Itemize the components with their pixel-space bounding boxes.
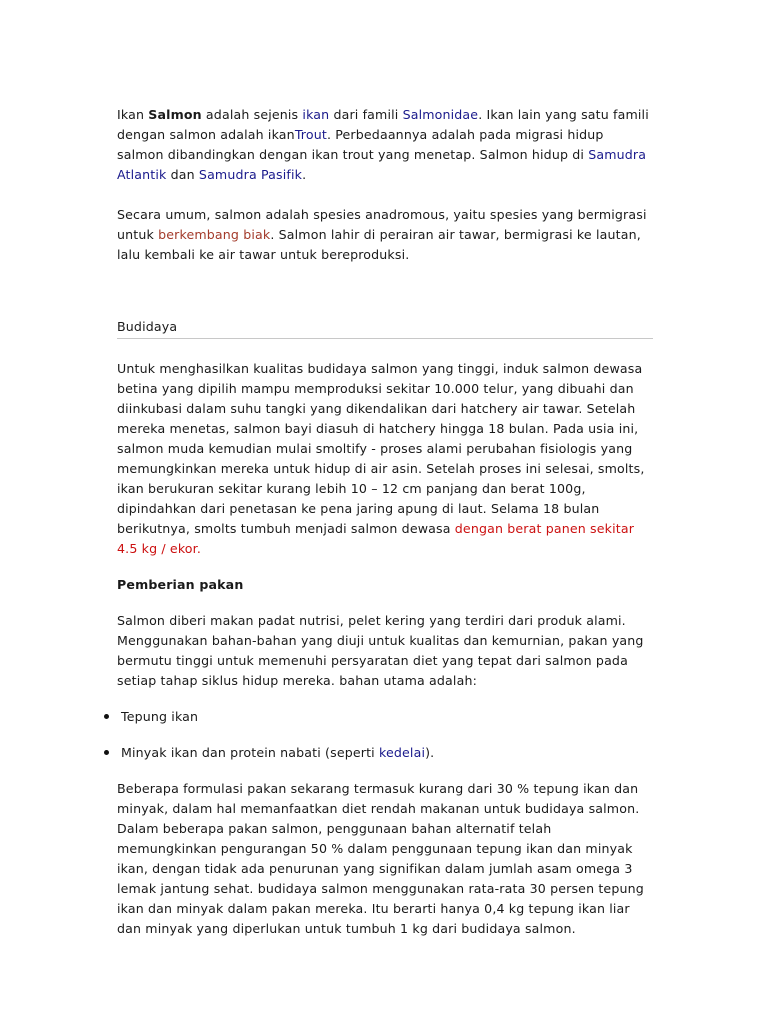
harvest-weight-note: dengan berat panen sekitar 4.5 kg / ekor. xyxy=(117,521,635,556)
section-heading-budidaya: Budidaya xyxy=(117,317,653,339)
ingredients-list xyxy=(117,707,653,763)
link-samudra-pasifik[interactable]: Samudra Pasifik xyxy=(198,167,303,182)
link-berkembang-biak[interactable]: berkembang biak xyxy=(158,227,271,242)
text: Untuk menghasilkan kualitas budidaya salmon yang tinggi, induk salmon dewasa betina yang dipilih mampu memproduksi sekitar 10.000 telur, yang dibuahi dan diinkubasi dalam suhu tangki yang dikendalikan dari hatchery air tawar. Setelah mereka menetas, salmon bayi diasuh di hatchery hingga 18 bulan. Pada usia ini, salmon muda kemudian mulai smoltify - proses alami perubahan fisiologis yang memungkinkan mereka untuk hidup di air asin. Setelah proses ini selesai, smolts, ikan berukuran sekitar kurang lebih 10 – 12 cm panjang dan berat 100g, dipindahkan dari penetasan ke pena jaring apung di laut. Selama 18 bulan berikutnya, smolts tumbuh menjadi salmon dewasa xyxy=(117,361,645,536)
intro-paragraph xyxy=(117,105,653,185)
text: Secara umum, salmon adalah spesies anadromous, yaitu spesies yang bermigrasi untuk xyxy=(117,207,647,242)
text: Ikan xyxy=(117,107,149,122)
list-item-text: ). xyxy=(425,745,435,760)
link-ikan[interactable]: ikan xyxy=(302,107,330,122)
list-item-text: Minyak ikan dan protein nabati (seperti xyxy=(121,745,379,760)
link-samudra-atlantik[interactable]: Samudra Atlantik xyxy=(117,147,647,182)
text: . Ikan lain yang satu famili dengan salmon adalah ikan xyxy=(117,107,649,142)
list-item-text: Tepung ikan xyxy=(121,709,199,724)
pakan-paragraph: Salmon diberi makan padat nutrisi, pelet kering yang terdiri dari produk alami. Menggunakan bahan-bahan yang diuji untuk kualitas dan kemurnian, pakan yang bermutu tinggi untuk memenuhi persyaratan diet yang tepat dari salmon pada setiap tahap siklus hidup mereka. bahan utama adalah: xyxy=(117,613,644,688)
link-trout[interactable]: Trout xyxy=(294,127,327,142)
text: . Salmon lahir di perairan air tawar, bermigrasi ke lautan, lalu kembali ke air tawar untuk bereproduksi. xyxy=(117,227,641,262)
migration-paragraph xyxy=(117,205,653,265)
text: . Perbedaannya adalah pada migrasi hidup salmon dibandingkan dengan ikan trout yang menetap. Salmon hidup di xyxy=(117,127,604,162)
text: dari famili xyxy=(329,107,403,122)
list-item xyxy=(117,707,653,727)
bullet-icon xyxy=(104,750,109,755)
salmon-bold-term: Salmon xyxy=(148,107,202,122)
list-item xyxy=(117,743,653,763)
text: . xyxy=(302,167,307,182)
link-salmonidae[interactable]: Salmonidae xyxy=(402,107,479,122)
bullet-icon xyxy=(104,714,109,719)
document-body xyxy=(117,105,653,939)
budidaya-paragraph xyxy=(117,359,653,559)
formulation-paragraph: Beberapa formulasi pakan sekarang termasuk kurang dari 30 % tepung ikan dan minyak, dalam hal memanfaatkan diet rendah makanan untuk budidaya salmon. Dalam beberapa pakan salmon, penggunaan bahan alternatif telah memungkinkan pengurangan 50 % dalam penggunaan tepung ikan dan minyak ikan, dengan tidak ada penurunan yang signifikan dalam jumlah asam omega 3 lemak jantung sehat. budidaya salmon menggunakan rata-rata 30 persen tepung ikan dan minyak dalam pakan mereka. Itu berarti hanya 0,4 kg tepung ikan liar dan minyak yang diperlukan untuk tumbuh 1 kg dari budidaya salmon. xyxy=(117,781,644,936)
text: dan xyxy=(166,167,199,182)
link-kedelai[interactable]: kedelai xyxy=(379,745,426,760)
subheading-pemberian-pakan: Pemberian pakan xyxy=(117,577,244,592)
text: adalah sejenis xyxy=(201,107,303,122)
